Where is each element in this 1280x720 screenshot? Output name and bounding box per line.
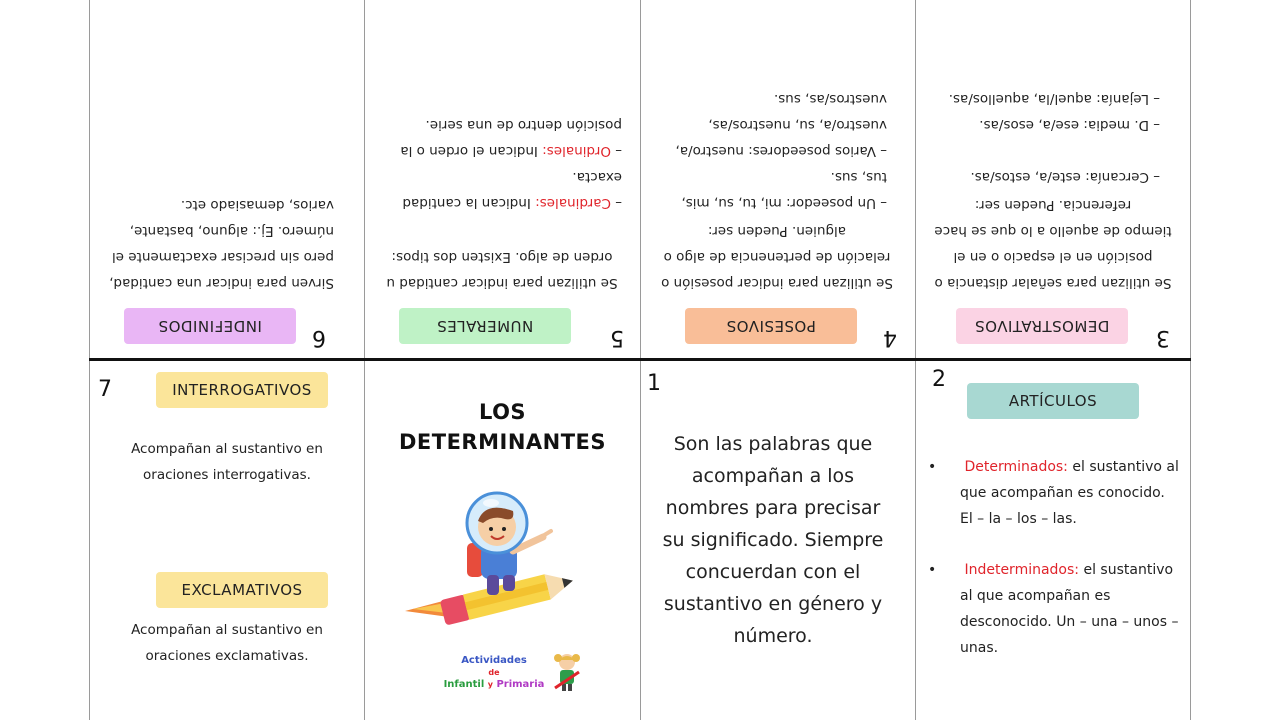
determinados-text: el sustantivo al que acompañan es conocido. El – la – los – las. — [960, 459, 1179, 527]
ordinales-text: Indican el orden o la posición dentro de una serie. — [400, 117, 622, 159]
astronaut-pencil-illustration — [405, 489, 585, 629]
ordinales-label: Ordinales: — [542, 143, 611, 159]
cover-title-line1: LOS — [478, 400, 527, 424]
panel-posesivos — [641, 0, 915, 358]
tag-posesivos: POSESIVOS — [685, 308, 857, 344]
cover-title-line2: DETERMINANTES — [398, 430, 607, 454]
logo-y: y — [487, 680, 493, 689]
tag-interrogativos: INTERROGATIVOS — [156, 372, 328, 408]
tag-numerales: NUMERALES — [399, 308, 571, 344]
demostrativos-intro: Se utilizan para señalar distancia o posición en el espacio o en el tiempo de aquello a lo que se hace referencia. Pueden ser: — [934, 197, 1172, 291]
panel-number: 7 — [98, 377, 112, 402]
indeterminados-label: Indeterminados: — [964, 562, 1080, 578]
cardinales-label: Cardinales: — [535, 195, 611, 211]
brand-logo — [439, 654, 549, 692]
indeterminados-text: el sustantivo al que acompañan es desconocido. Un – una – unos – unas. — [960, 562, 1179, 656]
definicion-text: Son las palabras que acompañan a los nombres para precisar su significado. Siempre concuerdan con el sustantivo en género y número. — [662, 433, 884, 647]
panel-number: 2 — [932, 367, 946, 392]
panel-indefinidos — [90, 0, 364, 358]
logo-line2: de — [488, 668, 500, 677]
tag-demostrativos: DEMOSTRATIVOS — [956, 308, 1128, 344]
panel-numerales — [365, 0, 640, 358]
panel-number: 5 — [610, 325, 624, 350]
indefinidos-text: Sirven para indicar una cantidad, pero sin precisar exactamente el número. Ej.: alguno, bastante, varios, demasiado etc. — [109, 197, 334, 291]
demostrativos-item3: – Lejanía: aquel/la, aquellos/as. — [948, 91, 1160, 107]
panel-number: 1 — [647, 371, 661, 396]
posesivos-item2: – Varios poseedores: nuestro/a, vuestro/a, su, nuestros/as, vuestros/as, sus. — [675, 91, 887, 159]
demostrativos-item2: – D. media: ese/a, esos/as. — [979, 117, 1160, 133]
panel-articulos — [916, 361, 1190, 720]
cardinales-text: Indican la cantidad exacta. — [402, 169, 622, 211]
numerales-cardinales: – Cardinales: Indican la cantidad exacta. — [402, 169, 622, 211]
posesivos-intro: Se utilizan para indicar posesión o relación de pertenencia de algo o alguien. Pueden ser: — [661, 223, 893, 291]
determinados-label: Determinados: — [964, 459, 1068, 475]
tag-articulos: ARTÍCULOS — [967, 383, 1139, 419]
logo-line1: Actividades — [461, 655, 527, 666]
panel-demostrativos — [916, 0, 1190, 358]
posesivos-item1: – Un poseedor: mi, tu, su, mis, tus, sus. — [681, 169, 887, 211]
logo-infantil: Infantil — [443, 679, 485, 690]
panel-definicion — [641, 361, 915, 720]
logo-primaria: Primaria — [496, 679, 545, 690]
bullet-icon: • — [928, 562, 937, 578]
tag-exclamativos: EXCLAMATIVOS — [156, 572, 328, 608]
panel-cover — [365, 361, 640, 720]
panel-number: 4 — [883, 325, 897, 350]
numerales-intro: Se utilizan para indicar cantidad u orden de algo. Existen dos tipos: — [386, 249, 618, 291]
logo-line3 — [439, 678, 549, 692]
panel-number: 3 — [1156, 325, 1170, 350]
demostrativos-item1: – Cercanía: este/a, estos/as. — [970, 169, 1160, 185]
articulos-indeterminados — [928, 557, 1180, 661]
bullet-icon: • — [928, 459, 937, 475]
panel-interrogativos-exclamativos — [90, 361, 364, 720]
tag-indefinidos: INDEFINIDOS — [124, 308, 296, 344]
interrogativos-text: Acompañan al sustantivo en oraciones interrogativas. — [131, 441, 323, 483]
panel-number: 6 — [312, 325, 326, 350]
girl-mascot-illustration — [551, 652, 583, 692]
exclamativos-text: Acompañan al sustantivo en oraciones exclamativas. — [131, 622, 323, 664]
articulos-determinados — [928, 454, 1180, 532]
numerales-ordinales: – Ordinales: Indican el orden o la posición dentro de una serie. — [400, 117, 622, 159]
